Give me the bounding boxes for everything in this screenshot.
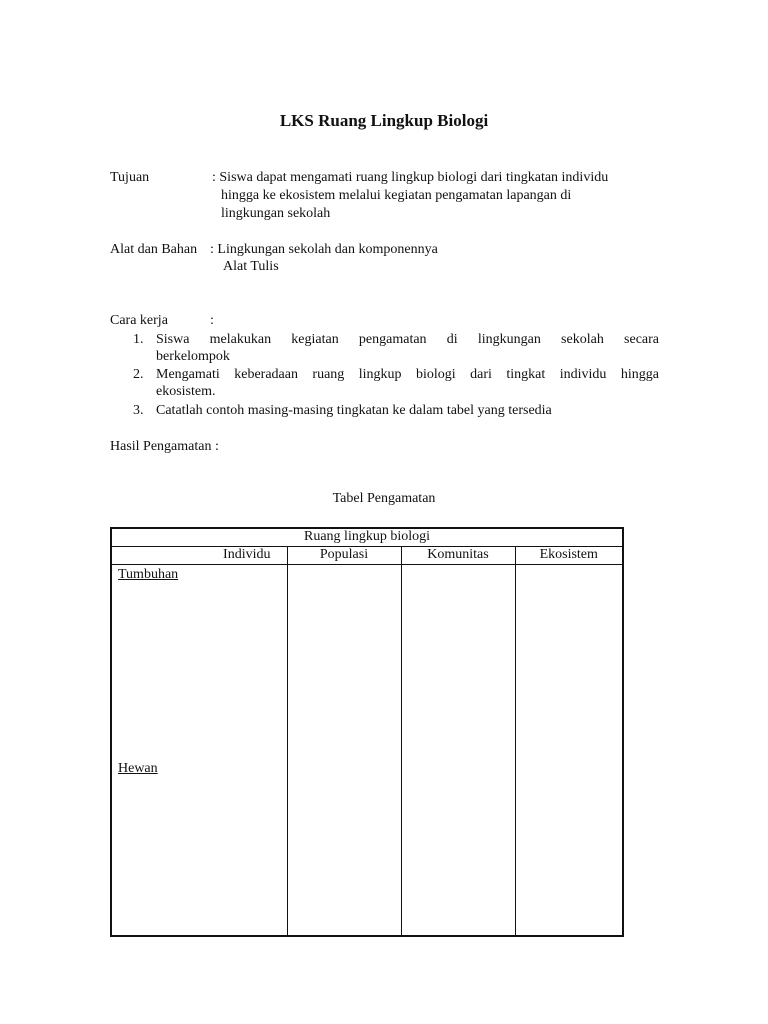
step-text-cont: berkelompok [156,349,230,364]
ekosistem-cell[interactable] [515,564,623,936]
column-header-ekosistem: Ekosistem [515,546,623,564]
step-number: 1. [133,332,144,347]
hasil-label: Hasil Pengamatan : [110,439,219,454]
komunitas-cell[interactable] [401,564,515,936]
table-caption: Tabel Pengamatan [332,491,436,506]
step-number: 3. [133,403,144,418]
cara-label: Cara kerja [110,313,168,328]
cara-colon: : [210,313,214,328]
tujuan-text-2: hingga ke ekosistem melalui kegiatan pengamatan lapangan di [221,188,572,203]
alat-text-1: : Lingkungan sekolah dan komponennya [210,242,438,257]
column-header-populasi: Populasi [287,546,401,564]
tujuan-text-1: : Siswa dapat mengamati ruang lingkup biologi dari tingkatan individu [212,170,609,185]
observation-table [110,527,624,937]
alat-text-2: Alat Tulis [223,259,279,274]
row-label-tumbuhan: Tumbuhan [118,566,179,582]
step-text: Siswa melakukan kegiatan pengamatan di lingkungan sekolah secara [156,332,659,347]
column-header-individu: Individu [111,546,287,564]
step-text: Mengamati keberadaan ruang lingkup biologi dari tingkat individu hingga [156,367,659,382]
step-text: Catatlah contoh masing-masing tingkatan ke dalam tabel yang tersedia [156,403,552,418]
document-title: LKS Ruang Lingkup Biologi [279,111,489,130]
row-label-hewan: Hewan [118,760,158,776]
populasi-cell[interactable] [287,564,401,936]
step-text-cont: ekosistem. [156,384,216,399]
column-header-komunitas: Komunitas [401,546,515,564]
step-number: 2. [133,367,144,382]
alat-label: Alat dan Bahan [110,242,198,257]
tujuan-label: Tujuan [110,170,150,185]
individu-cell[interactable] [111,564,287,936]
tujuan-text-3: lingkungan sekolah [221,206,331,221]
group-header: Ruang lingkup biologi [111,528,623,546]
